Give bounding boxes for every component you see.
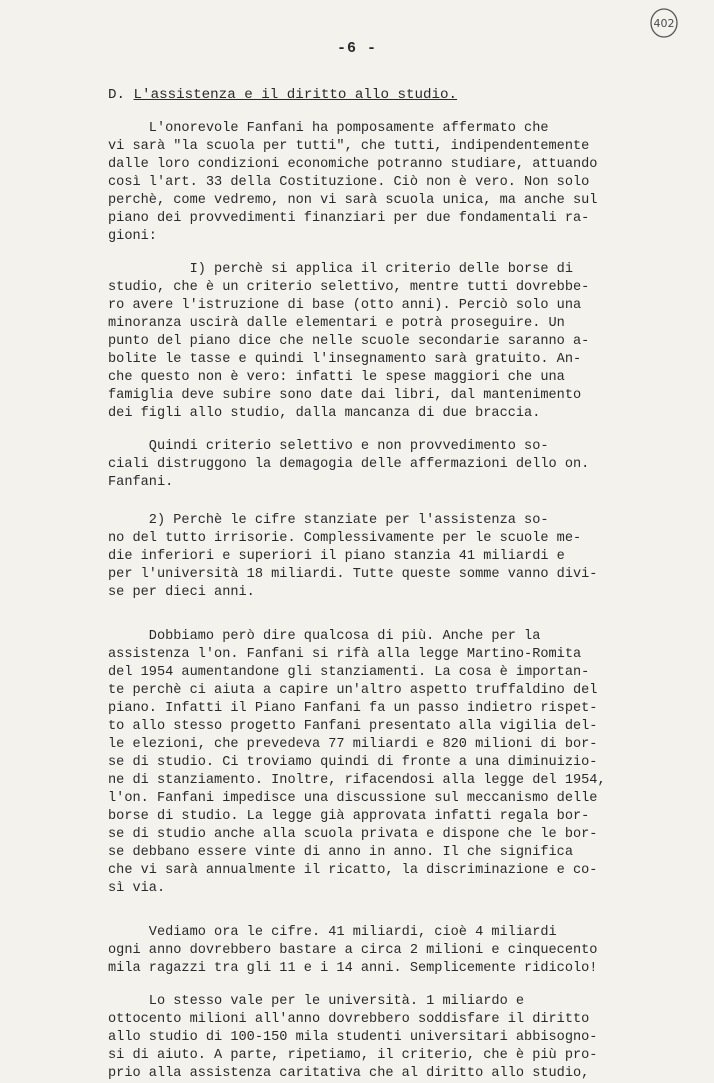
paragraph (108, 120, 618, 246)
text-line: mila ragazzi tra gli 11 e i 14 anni. Semplicemente ridicolo! (108, 961, 598, 976)
section-title: L'assistenza e il diritto allo studio. (133, 87, 458, 103)
text-line: se per dieci anni. (108, 585, 255, 600)
text-line: l'on. Fanfani impedisce una discussione sul meccanismo delle (108, 791, 598, 806)
paragraph (108, 628, 618, 898)
text-line: vi sarà "la scuola per tutti", che tutti, indipendentemente (108, 139, 590, 154)
stamp-number: 402 (653, 17, 675, 30)
text-line: Fanfani. (108, 475, 174, 490)
text-line: punto del piano dice che nelle scuole secondarie saranno a- (108, 334, 590, 349)
text-line: to allo stesso progetto Fanfani presentato alla vigilia del- (108, 719, 598, 734)
text-line: te perchè ci aiuta a capire un'altro aspetto truffaldino del (108, 683, 598, 698)
paragraph (108, 993, 618, 1083)
text-line: si di aiuto. A parte, ripetiamo, il criterio, che è più pro- (108, 1048, 598, 1063)
text-line: ciali distruggono la demagogia delle affermazioni dello on. (108, 457, 590, 472)
text-line: Dobbiamo però dire qualcosa di più. Anche per la (108, 629, 541, 644)
text-line: 2) Perchè le cifre stanziate per l'assistenza so- (108, 513, 549, 528)
text-line: per l'università 18 miliardi. Tutte queste somme vanno divi- (108, 567, 598, 582)
text-line: allo studio di 100-150 mila studenti universitari abbisogno- (108, 1030, 598, 1045)
text-line: Lo stesso vale per le università. 1 miliardo e (108, 994, 525, 1009)
text-line: se di studio. Ci troviamo quindi di fronte a una diminuizio- (108, 755, 598, 770)
page-number: -6 - (336, 40, 377, 57)
text-line: le elezioni, che prevedeva 77 miliardi e 820 milioni di bor- (108, 737, 598, 752)
text-line: L'onorevole Fanfani ha pomposamente affermato che (108, 121, 549, 136)
text-line: ro avere l'istruzione di base (otto anni). Perciò solo una (108, 298, 582, 313)
body-text (108, 120, 618, 1083)
text-line: sì via. (108, 881, 166, 896)
text-line: assistenza l'on. Fanfani si rifà alla legge Martino-Romita (108, 647, 582, 662)
text-line: ottocento milioni all'anno dovrebbero soddisfare il diritto (108, 1012, 590, 1027)
text-line: Vediamo ora le cifre. 41 miliardi, cioè 4 miliardi (108, 925, 557, 940)
text-line: ogni anno dovrebbero bastare a circa 2 milioni e cinquecento (108, 943, 598, 958)
section-heading (108, 87, 457, 103)
text-line: prio alla assistenza caritativa che al diritto allo studio, (108, 1066, 590, 1081)
paragraph (108, 924, 618, 978)
text-line: gioni: (108, 229, 157, 244)
text-line: borse di studio. La legge già approvata infatti regala bor- (108, 809, 590, 824)
text-line: Quindi criterio selettivo e non provvedimento so- (108, 439, 549, 454)
text-line: dalle loro condizioni economiche potranno studiare, attuando (108, 157, 598, 172)
text-line: che questo non è vero: infatti le spese maggiori che una (108, 370, 565, 385)
text-line: famiglia deve subire sono date dai libri, dal mantenimento (108, 388, 582, 403)
text-line: bolite le tasse e quindi l'insegnamento sarà gratuito. An- (108, 352, 582, 367)
section-letter: D. (108, 87, 126, 103)
text-line: così l'art. 33 della Costituzione. Ciò non è vero. Non solo (108, 175, 590, 190)
text-line: se debbano essere vinte di anno in anno. Il che significa (108, 845, 573, 860)
text-line: ne di stanziamento. Inoltre, rifacendosi alla legge del 1954, (108, 773, 606, 788)
text-line: studio, che è un criterio selettivo, mentre tutti dovrebbe- (108, 280, 590, 295)
text-line: I) perchè si applica il criterio delle borse di (108, 262, 573, 277)
text-line: no del tutto irrisorie. Complessivamente per le scuole me- (108, 531, 582, 546)
paragraph (108, 261, 618, 423)
text-line: perchè, come vedremo, non vi sarà scuola unica, ma anche sul (108, 193, 598, 208)
text-line: piano dei provvedimenti finanziari per due fondamentali ra- (108, 211, 590, 226)
text-line: die inferiori e superiori il piano stanzia 41 miliardi e (108, 549, 565, 564)
paragraph (108, 438, 618, 492)
text-line: piano. Infatti il Piano Fanfani fa un passo indietro rispet- (108, 701, 598, 716)
paragraph (108, 512, 618, 602)
archive-stamp (648, 6, 680, 40)
text-line: se di studio anche alla scuola privata e dispone che le bor- (108, 827, 598, 842)
text-line: dei figli allo studio, dalla mancanza di due braccia. (108, 406, 541, 421)
text-line: del 1954 aumentandone gli stanziamenti. La cosa è importan- (108, 665, 590, 680)
text-line: minoranza uscirà dalle elementari e potrà proseguire. Un (108, 316, 565, 331)
text-line: che vi sarà annualmente il ricatto, la discriminazione e co- (108, 863, 598, 878)
